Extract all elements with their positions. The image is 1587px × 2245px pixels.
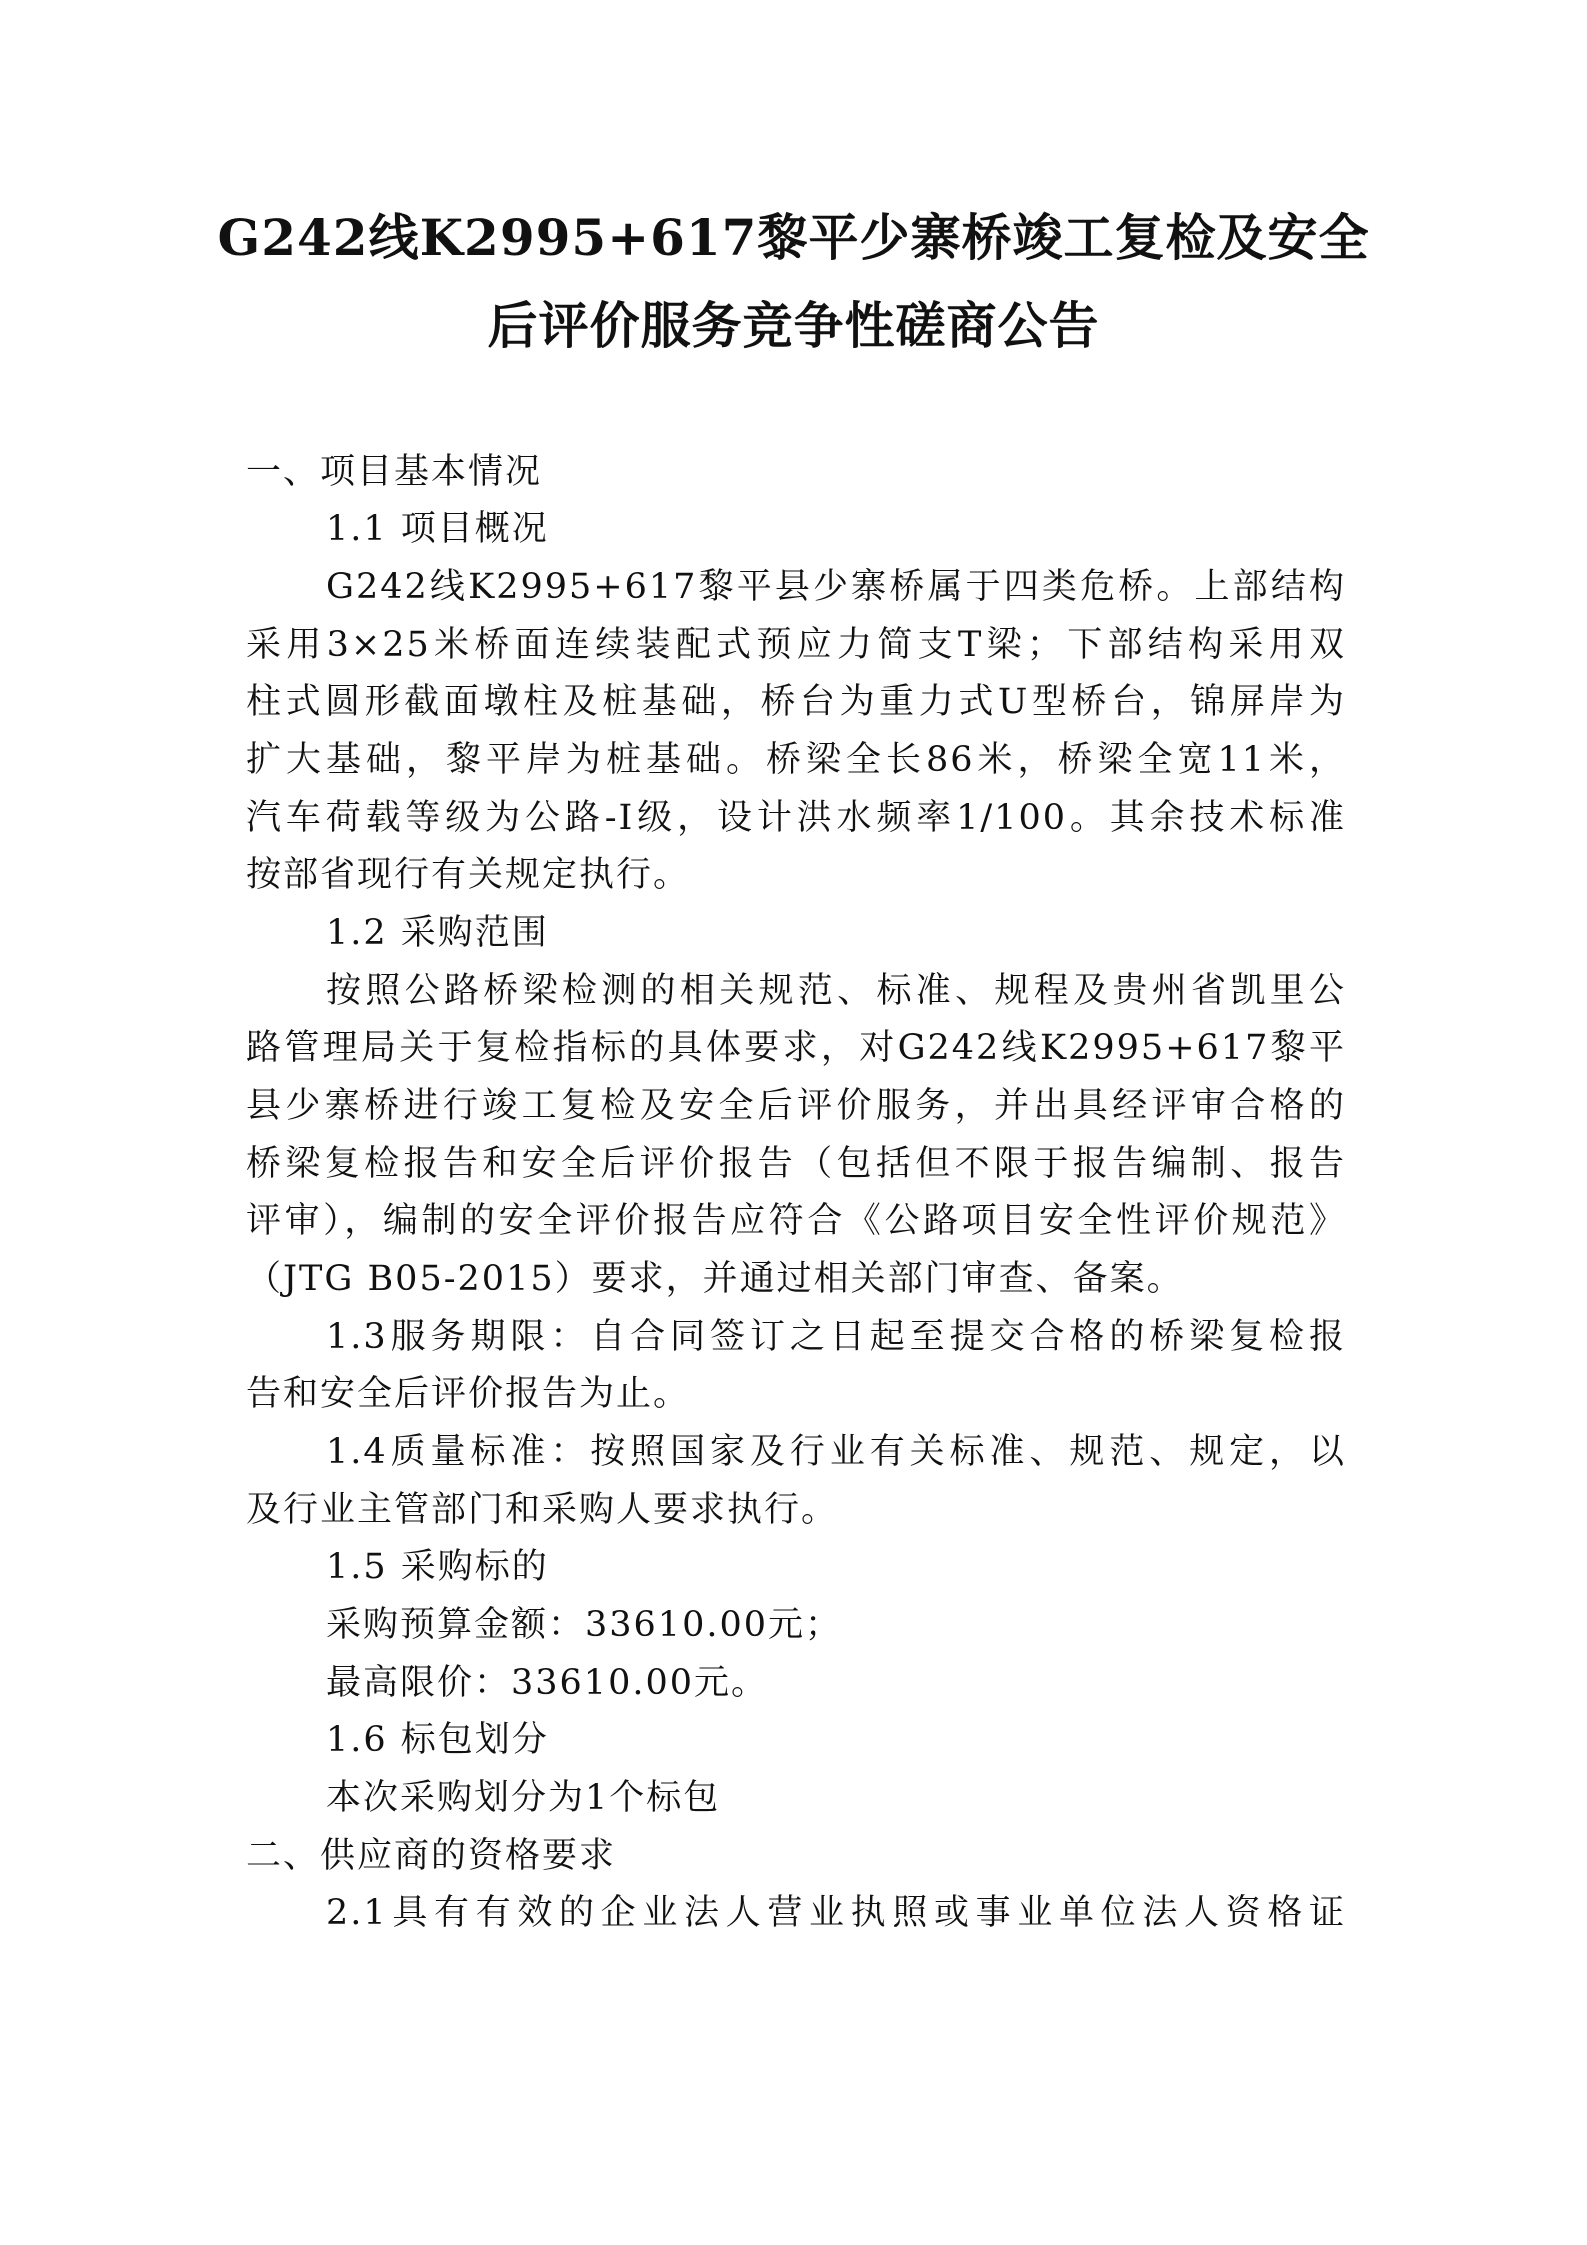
subsection-heading-1-5: 1.5 采购标的	[326, 1547, 549, 1587]
subsection-heading-1-6: 1.6 标包划分	[326, 1720, 549, 1760]
paragraph-line: 告和安全后评价报告为止。	[246, 1374, 691, 1414]
budget-amount-line: 采购预算金额：33610.00元；	[326, 1605, 843, 1645]
paragraph-line: G242线K2995+617黎平县少寨桥属于四类危桥。上部结构	[326, 567, 1346, 607]
paragraph-line: 县少寨桥进行竣工复检及安全后评价服务，并出具经评审合格的	[246, 1086, 1346, 1126]
subsection-heading-1-2: 1.2 采购范围	[326, 913, 549, 953]
paragraph-line: 按部省现行有关规定执行。	[246, 855, 691, 895]
document-title-line-2: 后评价服务竞争性磋商公告	[487, 296, 1100, 355]
paragraph-line: 路管理局关于复检指标的具体要求，对G242线K2995+617黎平	[246, 1028, 1346, 1068]
price-cap-line: 最高限价：33610.00元。	[326, 1663, 769, 1703]
paragraph-line: 本次采购划分为1个标包	[326, 1778, 721, 1818]
section-heading-supplier-qualification: 二、供应商的资格要求	[246, 1836, 617, 1876]
paragraph-line: 及行业主管部门和采购人要求执行。	[246, 1490, 839, 1530]
paragraph-line: 柱式圆形截面墩柱及桩基础，桥台为重力式U型桥台，锦屏岸为	[246, 682, 1346, 722]
paragraph-line: 桥梁复检报告和安全后评价报告（包括但不限于报告编制、报告	[246, 1144, 1346, 1184]
paragraph-line-1-3: 1.3服务期限：自合同签订之日起至提交合格的桥梁复检报	[326, 1317, 1346, 1357]
paragraph-line: 扩大基础，黎平岸为桩基础。桥梁全长86米，桥梁全宽11米，	[246, 740, 1346, 780]
paragraph-line: （JTG B05-2015）要求，并通过相关部门审查、备案。	[246, 1259, 1184, 1299]
section-heading-project-overview: 一、项目基本情况	[246, 452, 543, 492]
paragraph-line: 采用3×25米桥面连续装配式预应力简支T梁；下部结构采用双	[246, 625, 1346, 665]
subsection-heading-1-1: 1.1 项目概况	[326, 509, 549, 549]
paragraph-line: 按照公路桥梁检测的相关规范、标准、规程及贵州省凯里公	[326, 971, 1346, 1011]
paragraph-line-1-4: 1.4质量标准：按照国家及行业有关标准、规范、规定，以	[326, 1432, 1346, 1472]
paragraph-line: 汽车荷载等级为公路-I级，设计洪水频率1/100。其余技术标准	[246, 798, 1346, 838]
paragraph-line: 评审），编制的安全评价报告应符合《公路项目安全性评价规范》	[246, 1201, 1346, 1241]
paragraph-line-2-1: 2.1具有有效的企业法人营业执照或事业单位法人资格证	[326, 1893, 1346, 1933]
document-title-line-1: G242线K2995+617黎平少寨桥竣工复检及安全	[217, 208, 1370, 267]
